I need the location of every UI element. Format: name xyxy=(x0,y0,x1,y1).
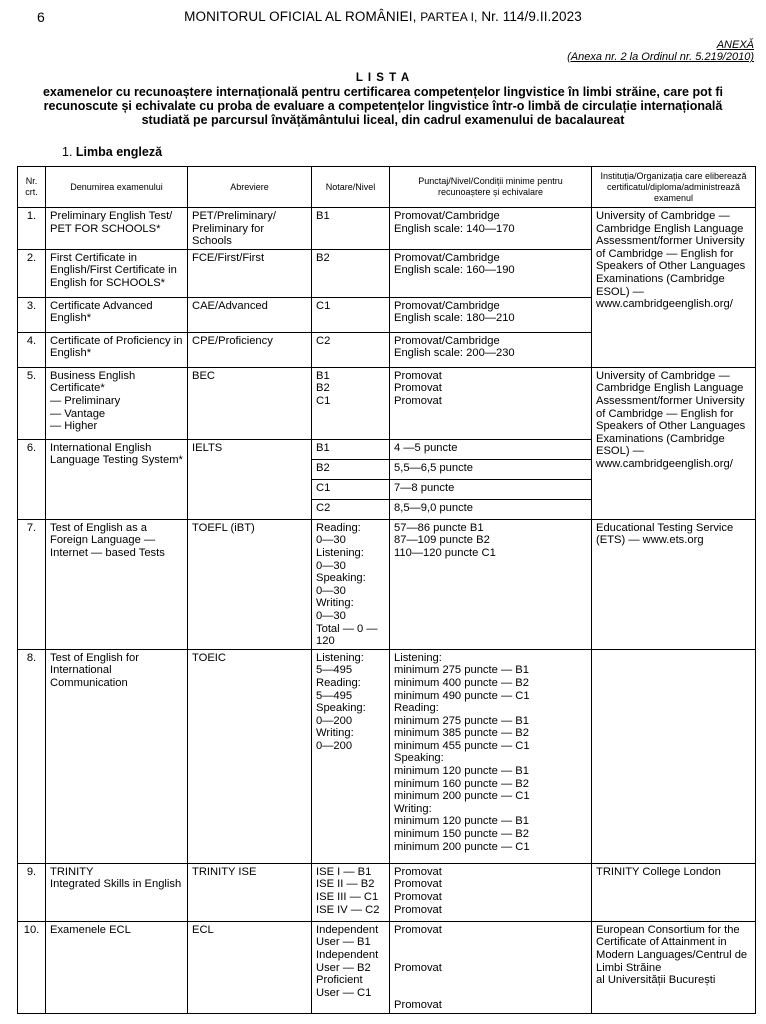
annex-order-reference: (Anexa nr. 2 la Ordinul nr. 5.219/2010) xyxy=(567,51,754,63)
cell-abbr: TOEFL (iBT) xyxy=(188,519,312,649)
table-row xyxy=(18,863,756,921)
cell-name: TRINITY Integrated Skills in English xyxy=(46,863,188,921)
cell-nr: 3. xyxy=(18,297,46,332)
cell-institution: European Consortium for the Certificate of Attainment in Modern Languages/Centrul de Limbi Străine al Universității București xyxy=(592,921,756,1013)
exam-table xyxy=(17,166,756,1014)
cell-score: Promovat/Cambridge English scale: 160—190 xyxy=(390,249,592,297)
cell-abbr: IELTS xyxy=(188,439,312,519)
cell-name: Certificate Advanced English* xyxy=(46,297,188,332)
section-heading xyxy=(62,145,162,159)
document-subtitle: examenelor cu recunoaștere internațională pentru certificarea competențelor lingvistice în limbi străine, care pot fi recunoscute și echivalate cu proba de evaluare a competențelor lingvistice într-o limbă de circulație internațională studiată pe parcursul învățământului liceal, din cadrul examenului de bacalaureat xyxy=(42,85,724,127)
cell-score: 7—8 puncte xyxy=(390,479,592,499)
cell-nr: 5. xyxy=(18,367,46,439)
cell-name: International English Language Testing System* xyxy=(46,439,188,519)
cell-level: C1 xyxy=(312,297,390,332)
annex-label: ANEXĂ xyxy=(716,39,754,51)
table-row xyxy=(18,921,756,1013)
cell-level: B1 xyxy=(312,439,390,459)
cell-abbr: ECL xyxy=(188,921,312,1013)
cell-abbr: TRINITY ISE xyxy=(188,863,312,921)
cell-abbr: TOEIC xyxy=(188,649,312,863)
cell-score: Promovat Promovat Promovat xyxy=(390,367,592,439)
cell-score: Promovat/Cambridge English scale: 200—230 xyxy=(390,332,592,367)
cell-name: Examenele ECL xyxy=(46,921,188,1013)
cell-nr: 4. xyxy=(18,332,46,367)
cell-institution: University of Cambridge — Cambridge English Language Assessment/former University of Cambridge — English for Speakers of Other Languages Examinations (Cambridge ESOL) — www.cambridgeenglish.org/ xyxy=(592,208,756,368)
cell-score: 8,5—9,0 puncte xyxy=(390,499,592,519)
cell-score: Promovat/Cambridge English scale: 180—210 xyxy=(390,297,592,332)
gazette-title-part: PARTEA I, xyxy=(420,10,478,24)
header-institution: Instituția/Organizația care eliberează certificatul/diploma/administrează examenul xyxy=(592,167,756,208)
cell-name: Business English Certificate* — Preliminary — Vantage — Higher xyxy=(46,367,188,439)
document-title: L I S T A xyxy=(355,72,411,84)
cell-name: Preliminary English Test/ PET FOR SCHOOLS* xyxy=(46,208,188,250)
cell-level: Listening: 5—495 Reading: 5—495 Speaking: 0—200 Writing: 0—200 xyxy=(312,649,390,863)
annex-reference xyxy=(567,39,754,63)
table-row xyxy=(18,208,756,250)
cell-name: Test of English for International Communication xyxy=(46,649,188,863)
cell-name: Certificate of Proficiency in English* xyxy=(46,332,188,367)
cell-nr: 8. xyxy=(18,649,46,863)
cell-abbr: PET/Preliminary/ Preliminary for Schools xyxy=(188,208,312,250)
cell-score: Promovat Promovat Promovat xyxy=(390,921,592,1013)
table-header-row xyxy=(18,167,756,208)
cell-score: 5,5—6,5 puncte xyxy=(390,459,592,479)
cell-institution: Educational Testing Service (ETS) — www.ets.org xyxy=(592,519,756,649)
cell-abbr: BEC xyxy=(188,367,312,439)
page-number: 6 xyxy=(37,9,45,25)
section-number: 1. xyxy=(62,145,73,159)
cell-level: ISE I — B1 ISE II — B2 ISE III — C1 ISE IV — C2 xyxy=(312,863,390,921)
table-row xyxy=(18,649,756,863)
table-row xyxy=(18,519,756,649)
cell-name: First Certificate in English/First Certificate in English for SCHOOLS* xyxy=(46,249,188,297)
cell-institution-empty xyxy=(592,649,756,863)
cell-score: 4 —5 puncte xyxy=(390,439,592,459)
cell-nr: 1. xyxy=(18,208,46,250)
header-abbr: Abreviere xyxy=(188,167,312,208)
header-level: Notare/Nivel xyxy=(312,167,390,208)
page-header xyxy=(0,9,766,25)
cell-level: B1 xyxy=(312,208,390,250)
cell-nr: 9. xyxy=(18,863,46,921)
table-row xyxy=(18,367,756,439)
cell-score: Promovat Promovat Promovat Promovat xyxy=(390,863,592,921)
cell-score: Listening: minimum 275 puncte — B1 minimum 400 puncte — B2 minimum 490 puncte — C1 Reading: minimum 275 puncte — B1 minimum 385 puncte — B2 minimum 455 puncte — C1 Speaking: minimum 120 puncte — B1 minimum 160 puncte — B2 minimum 200 puncte — C1 Writing: minimum 120 puncte — B1 minimum 150 puncte — B2 minimum 200 puncte — C1 xyxy=(390,649,592,863)
cell-nr: 7. xyxy=(18,519,46,649)
cell-level: C1 xyxy=(312,479,390,499)
cell-institution: TRINITY College London xyxy=(592,863,756,921)
cell-score: Promovat/Cambridge English scale: 140—170 xyxy=(390,208,592,250)
cell-level: Reading: 0—30 Listening: 0—30 Speaking: 0—30 Writing: 0—30 Total — 0 —120 xyxy=(312,519,390,649)
cell-level: B2 xyxy=(312,249,390,297)
cell-score: 57—86 puncte B1 87—109 puncte B2 110—120 puncte C1 xyxy=(390,519,592,649)
cell-abbr: FCE/First/First xyxy=(188,249,312,297)
cell-level: B2 xyxy=(312,459,390,479)
cell-abbr: CAE/Advanced xyxy=(188,297,312,332)
header-name: Denumirea examenului xyxy=(46,167,188,208)
cell-nr: 2. xyxy=(18,249,46,297)
cell-institution: University of Cambridge — Cambridge English Language Assessment/former University of Cambridge — English for Speakers of Other Languages Examinations (Cambridge ESOL) — www.cambridgeenglish.org/ xyxy=(592,367,756,519)
cell-level: C2 xyxy=(312,499,390,519)
cell-name: Test of English as a Foreign Language — Internet — based Tests xyxy=(46,519,188,649)
header-score: Punctaj/Nivel/Condiții minime pentru recunoaștere și echivalare xyxy=(390,167,592,208)
cell-level: Independent User — B1 Independent User — B2 Proficient User — C1 xyxy=(312,921,390,1013)
gazette-title-issue: Nr. 114/9.II.2023 xyxy=(481,9,582,24)
cell-nr: 10. xyxy=(18,921,46,1013)
cell-level: B1 B2 C1 xyxy=(312,367,390,439)
cell-level: C2 xyxy=(312,332,390,367)
gazette-title xyxy=(0,9,766,24)
gazette-title-main: MONITORUL OFICIAL AL ROMÂNIEI, xyxy=(184,9,417,24)
header-nr: Nr. crt. xyxy=(18,167,46,208)
cell-nr: 6. xyxy=(18,439,46,519)
section-title: Limba engleză xyxy=(75,145,163,159)
cell-abbr: CPE/Proficiency xyxy=(188,332,312,367)
